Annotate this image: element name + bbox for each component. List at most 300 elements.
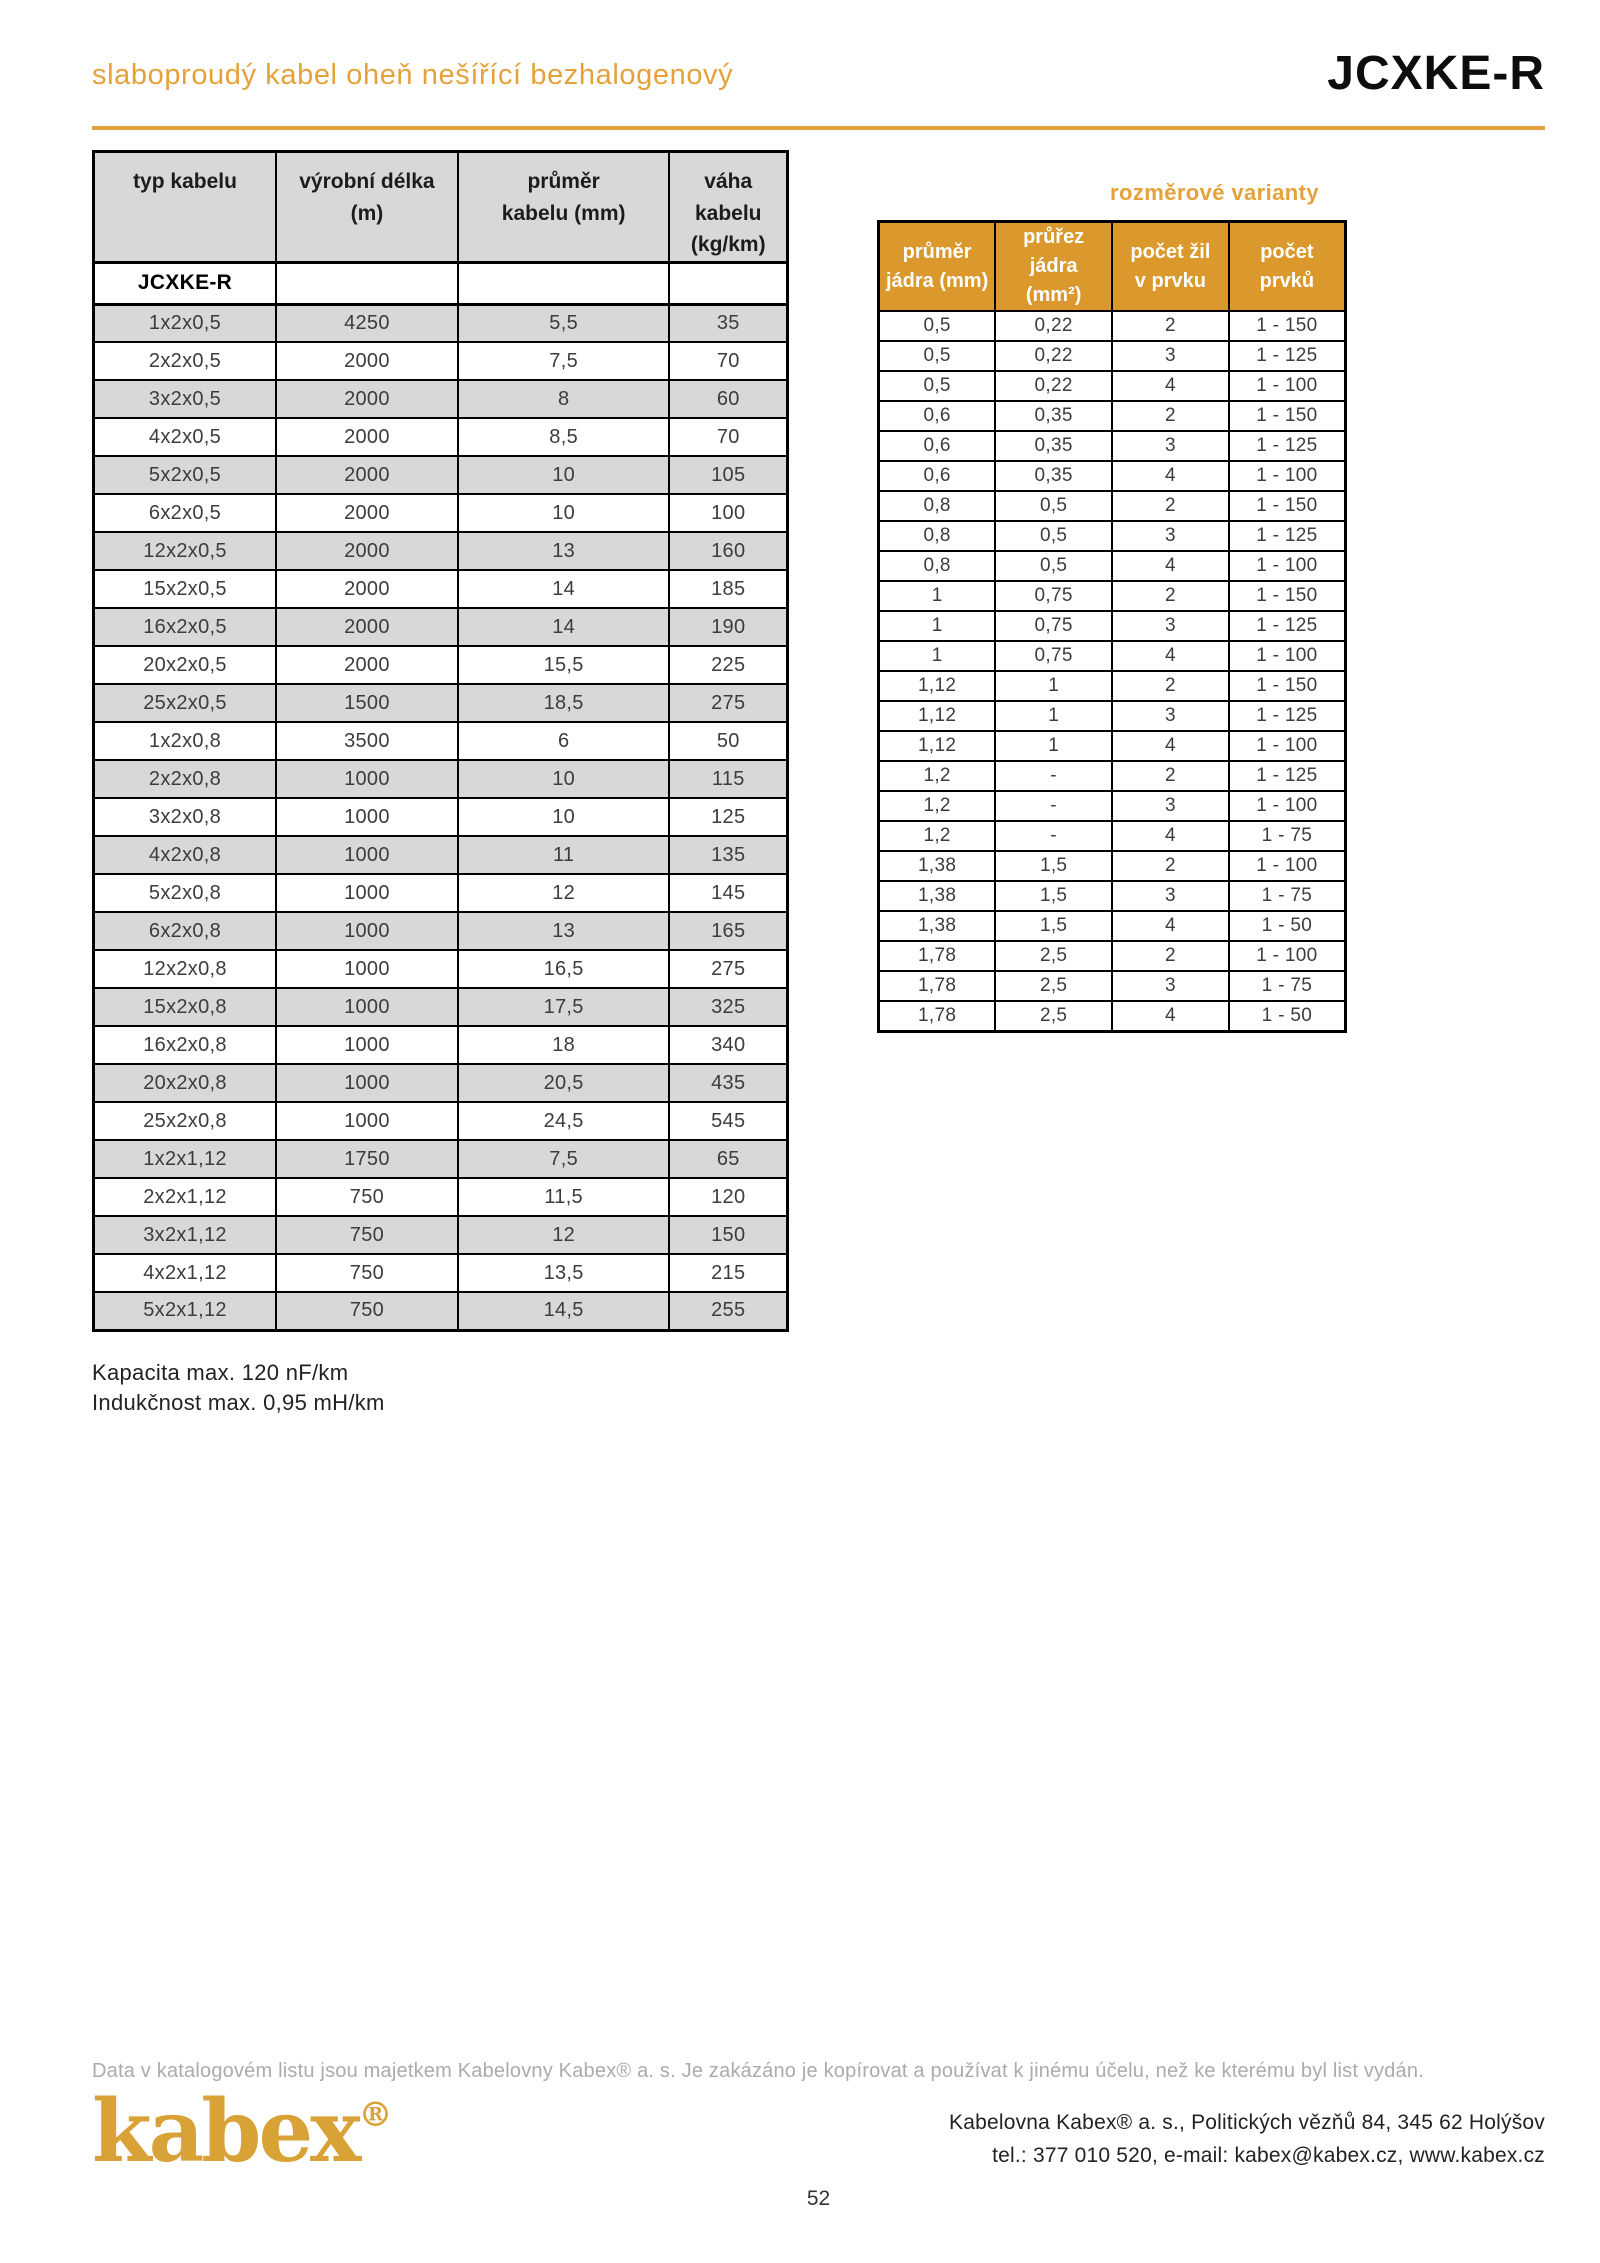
cell: 1 - 125 (1229, 701, 1346, 731)
cell: 0,35 (995, 401, 1112, 431)
cell: 120 (669, 1178, 787, 1216)
variants-table (877, 220, 1347, 1033)
table-row (94, 532, 788, 570)
cell: 1 (879, 641, 996, 671)
cell: 340 (669, 1026, 787, 1064)
cell: 115 (669, 760, 787, 798)
cell: 10 (458, 760, 670, 798)
cell: 1 (995, 701, 1112, 731)
logo-text: kabex (92, 2081, 359, 2183)
cell: 1 - 100 (1229, 791, 1346, 821)
table-row (94, 646, 788, 684)
subheader-empty-cell (669, 262, 787, 304)
cell: 1 - 125 (1229, 521, 1346, 551)
column-header-vyrobni-delka (276, 152, 458, 263)
cell: 1,12 (879, 731, 996, 761)
cell: 5x2x0,5 (94, 456, 277, 494)
table-row (879, 611, 1346, 641)
footer-disclaimer: Data v katalogovém listu jsou majetkem Kabelovny Kabex® a. s. Je zakázáno je kopírovat a používat k jinému účelu, než ke kterému byl list vydán. (92, 2059, 1424, 2082)
cell: 1 - 50 (1229, 911, 1346, 941)
cell: 13 (458, 912, 670, 950)
cell: 8 (458, 380, 670, 418)
cell: 1 (995, 671, 1112, 701)
table-row (94, 1178, 788, 1216)
column-header-row (94, 152, 788, 263)
cell: 1 - 125 (1229, 431, 1346, 461)
cell: 1 - 75 (1229, 971, 1346, 1001)
cable-spec-table (92, 150, 789, 1332)
cell: 275 (669, 950, 787, 988)
column-header-prumer-kabelu (458, 152, 670, 263)
table-row (879, 551, 1346, 581)
table-row (879, 671, 1346, 701)
cell: 2 (1112, 311, 1229, 341)
cell: 1x2x0,5 (94, 304, 277, 342)
cell: 1,5 (995, 881, 1112, 911)
cell: 20x2x0,8 (94, 1064, 277, 1102)
cell: 2 (1112, 851, 1229, 881)
cell: 70 (669, 418, 787, 456)
cell: 2 (1112, 941, 1229, 971)
cell: 2,5 (995, 1001, 1112, 1031)
cell: 15x2x0,5 (94, 570, 277, 608)
content-area (92, 150, 1545, 1419)
cell: 2x2x0,5 (94, 342, 277, 380)
cell: 100 (669, 494, 787, 532)
cell: 0,5 (995, 551, 1112, 581)
notes (92, 1358, 789, 1420)
cell: 2000 (276, 570, 458, 608)
cell: 0,35 (995, 431, 1112, 461)
column-header-prumer-jadra (879, 222, 996, 312)
cell: 1750 (276, 1140, 458, 1178)
address-line-1: Kabelovna Kabex® a. s., Politických vězňů 84, 345 62 Holýšov (949, 2111, 1545, 2135)
cell: 1 (879, 611, 996, 641)
column-header-line: počet žil (1130, 240, 1211, 263)
cell: 2000 (276, 456, 458, 494)
cell: 4 (1112, 371, 1229, 401)
table-row (879, 701, 1346, 731)
cell: 1 - 150 (1229, 581, 1346, 611)
cell: 105 (669, 456, 787, 494)
cell: 0,75 (995, 641, 1112, 671)
column-header-prurez-jadra (995, 222, 1112, 312)
cell: 1,38 (879, 881, 996, 911)
cell: 1 - 150 (1229, 671, 1346, 701)
table-row (94, 1292, 788, 1330)
table-row (879, 821, 1346, 851)
cell: 14 (458, 608, 670, 646)
cable-spec-section (92, 150, 789, 1419)
table-row (94, 836, 788, 874)
column-header-line: typ kabelu (133, 170, 237, 193)
product-name: JCXKE-R (1327, 47, 1545, 100)
cell: 215 (669, 1254, 787, 1292)
cell: 4 (1112, 551, 1229, 581)
cell: 1x2x0,8 (94, 722, 277, 760)
cell: 1 - 100 (1229, 371, 1346, 401)
table-row (879, 491, 1346, 521)
table-row (879, 941, 1346, 971)
cell: 11,5 (458, 1178, 670, 1216)
cell: - (995, 791, 1112, 821)
subheader-empty-cell (458, 262, 670, 304)
cell: 2 (1112, 671, 1229, 701)
registered-trademark-icon: ® (358, 2094, 393, 2135)
cell: 1000 (276, 760, 458, 798)
cell: 50 (669, 722, 787, 760)
column-header-line: váha kabelu (694, 170, 762, 225)
cell: 1000 (276, 1102, 458, 1140)
cell: 3 (1112, 611, 1229, 641)
cell: 4x2x0,8 (94, 836, 277, 874)
cell: 1,2 (879, 761, 996, 791)
table-row (879, 341, 1346, 371)
table-row (879, 581, 1346, 611)
cable-table-body (94, 304, 788, 1330)
table-row (94, 950, 788, 988)
cell: 3x2x0,5 (94, 380, 277, 418)
variants-table-body (879, 311, 1346, 1031)
column-header-line: kabelu (mm) (501, 201, 626, 225)
cell: 165 (669, 912, 787, 950)
cell: 25x2x0,8 (94, 1102, 277, 1140)
cell: 750 (276, 1292, 458, 1330)
cell: 1,38 (879, 851, 996, 881)
cell: 145 (669, 874, 787, 912)
column-header-typ-kabelu (94, 152, 277, 263)
cell: 3 (1112, 971, 1229, 1001)
column-header-pocet-prvku (1229, 222, 1346, 312)
cell: 1 - 100 (1229, 641, 1346, 671)
table-row (94, 1140, 788, 1178)
cell: 135 (669, 836, 787, 874)
cell: 1 - 125 (1229, 341, 1346, 371)
cell: 14 (458, 570, 670, 608)
cell: 1000 (276, 798, 458, 836)
cell: 0,8 (879, 491, 996, 521)
table-row (94, 912, 788, 950)
cell: 1000 (276, 836, 458, 874)
cell: 70 (669, 342, 787, 380)
cell: 16x2x0,5 (94, 608, 277, 646)
cell: 6x2x0,8 (94, 912, 277, 950)
cell: 65 (669, 1140, 787, 1178)
cell: 1 - 75 (1229, 821, 1346, 851)
subheader-empty-cell (276, 262, 458, 304)
cell: 10 (458, 798, 670, 836)
cell: 2 (1112, 761, 1229, 791)
cell: 1000 (276, 950, 458, 988)
cell: 435 (669, 1064, 787, 1102)
table-row (94, 494, 788, 532)
cell: 185 (669, 570, 787, 608)
page-title: slaboproudý kabel oheň nešířící bezhalogenový (92, 59, 734, 91)
table-row (94, 1064, 788, 1102)
cell: 1 - 150 (1229, 491, 1346, 521)
table-row (879, 461, 1346, 491)
cell: 1000 (276, 874, 458, 912)
cell: 12x2x0,5 (94, 532, 277, 570)
cell: 1 - 150 (1229, 311, 1346, 341)
table-row (94, 874, 788, 912)
cell: 18 (458, 1026, 670, 1064)
cell: 1 - 50 (1229, 1001, 1346, 1031)
table-row (879, 761, 1346, 791)
table-row (94, 722, 788, 760)
cell: 1 (995, 731, 1112, 761)
cell: 1,2 (879, 821, 996, 851)
cell: 14,5 (458, 1292, 670, 1330)
column-header-line: (m) (350, 201, 384, 225)
cell: 1000 (276, 1064, 458, 1102)
cell: 1 - 100 (1229, 461, 1346, 491)
cell: 1,38 (879, 911, 996, 941)
table-row (879, 311, 1346, 341)
cell: 750 (276, 1254, 458, 1292)
cell: 325 (669, 988, 787, 1026)
cell: 1 - 100 (1229, 551, 1346, 581)
table-row (94, 608, 788, 646)
cell: 60 (669, 380, 787, 418)
table-row (879, 881, 1346, 911)
cell: 750 (276, 1216, 458, 1254)
cell: 3 (1112, 791, 1229, 821)
cell: 2 (1112, 491, 1229, 521)
cell: 11 (458, 836, 670, 874)
table-row (94, 1102, 788, 1140)
subheader-cell: JCXKE-R (94, 262, 277, 304)
subheader-row (94, 262, 788, 304)
cell: 0,5 (995, 521, 1112, 551)
cell: 25x2x0,5 (94, 684, 277, 722)
cell: 1 - 100 (1229, 731, 1346, 761)
cell: 4 (1112, 641, 1229, 671)
column-header-line: (mm²) (1025, 284, 1082, 306)
cell: 2 (1112, 581, 1229, 611)
cell: 1 - 100 (1229, 851, 1346, 881)
cell: 10 (458, 494, 670, 532)
cell: 16x2x0,8 (94, 1026, 277, 1064)
cell: 20,5 (458, 1064, 670, 1102)
cell: 0,8 (879, 551, 996, 581)
table-row (879, 851, 1346, 881)
table-row (94, 988, 788, 1026)
cell: 0,5 (879, 311, 996, 341)
page-number: 52 (806, 2187, 831, 2210)
cell: 225 (669, 646, 787, 684)
cell: 2 (1112, 401, 1229, 431)
cell: 1 - 125 (1229, 611, 1346, 641)
table-row (879, 971, 1346, 1001)
cell: 5x2x0,8 (94, 874, 277, 912)
variants-caption: rozměrové varianty (1110, 180, 1319, 205)
cell: 1,12 (879, 701, 996, 731)
cell: 0,22 (995, 371, 1112, 401)
cell: 3 (1112, 701, 1229, 731)
cell: 12 (458, 1216, 670, 1254)
cell: 3 (1112, 341, 1229, 371)
cell: 7,5 (458, 342, 670, 380)
cell: 18,5 (458, 684, 670, 722)
cell: 16,5 (458, 950, 670, 988)
cell: 3 (1112, 521, 1229, 551)
cell: 1 - 100 (1229, 941, 1346, 971)
cell: 0,5 (995, 491, 1112, 521)
column-header-vaha-kabelu (669, 152, 787, 263)
table-row (94, 418, 788, 456)
cell: 1,5 (995, 911, 1112, 941)
column-header-line: (kg/km) (690, 233, 766, 256)
note-inductance: Indukčnost max. 0,95 mH/km (92, 1390, 385, 1416)
cell: 3x2x1,12 (94, 1216, 277, 1254)
cell: 1,78 (879, 1001, 996, 1031)
cell: 1500 (276, 684, 458, 722)
table-row (879, 911, 1346, 941)
cell: 275 (669, 684, 787, 722)
page-header (92, 47, 1545, 100)
cell: 6 (458, 722, 670, 760)
cell: 1 - 75 (1229, 881, 1346, 911)
column-header-line: výrobní délka (299, 170, 435, 193)
cell: - (995, 821, 1112, 851)
table-row (94, 760, 788, 798)
table-row (94, 342, 788, 380)
cell: 4x2x1,12 (94, 1254, 277, 1292)
cell: 2000 (276, 494, 458, 532)
column-header-row (879, 222, 1346, 312)
cell: 3 (1112, 431, 1229, 461)
cell: 15x2x0,8 (94, 988, 277, 1026)
cell: 24,5 (458, 1102, 670, 1140)
cell: 1,78 (879, 941, 996, 971)
cell: 4 (1112, 821, 1229, 851)
cell: 0,35 (995, 461, 1112, 491)
cell: 6x2x0,5 (94, 494, 277, 532)
cell: 3500 (276, 722, 458, 760)
cell: 255 (669, 1292, 787, 1330)
cell: 2000 (276, 342, 458, 380)
company-address (949, 2107, 1545, 2172)
cell: 0,6 (879, 401, 996, 431)
address-line-2: tel.: 377 010 520, e-mail: kabex@kabex.cz, www.kabex.cz (992, 2143, 1545, 2167)
cell: 0,5 (879, 371, 996, 401)
table-row (94, 304, 788, 342)
cell: 0,6 (879, 431, 996, 461)
table-row (94, 1026, 788, 1064)
cell: 2000 (276, 418, 458, 456)
cell: 0,75 (995, 611, 1112, 641)
cell: 7,5 (458, 1140, 670, 1178)
header-rule (92, 126, 1545, 130)
cell: 4 (1112, 911, 1229, 941)
column-header-line: v prvku (1134, 269, 1206, 292)
cell: 545 (669, 1102, 787, 1140)
cell: 8,5 (458, 418, 670, 456)
cell: 2000 (276, 380, 458, 418)
table-row (94, 684, 788, 722)
column-header-line: průměr (902, 240, 972, 263)
cell: 12x2x0,8 (94, 950, 277, 988)
cell: 1,5 (995, 851, 1112, 881)
table-row (879, 431, 1346, 461)
cell: 5,5 (458, 304, 670, 342)
cell: 190 (669, 608, 787, 646)
cell: 20x2x0,5 (94, 646, 277, 684)
cell: 0,5 (879, 341, 996, 371)
kabex-logo (92, 2081, 393, 2183)
cell: 1,2 (879, 791, 996, 821)
table-row (879, 401, 1346, 431)
cell: 2000 (276, 646, 458, 684)
cell: 2x2x1,12 (94, 1178, 277, 1216)
table-row (879, 371, 1346, 401)
cell: 3 (1112, 881, 1229, 911)
cell: 0,6 (879, 461, 996, 491)
cell: 1000 (276, 1026, 458, 1064)
table-row (94, 1216, 788, 1254)
cell: 1000 (276, 912, 458, 950)
cell: 17,5 (458, 988, 670, 1026)
cell: 15,5 (458, 646, 670, 684)
cell: 1,78 (879, 971, 996, 1001)
cell: 2x2x0,8 (94, 760, 277, 798)
table-row (94, 570, 788, 608)
cell: 2000 (276, 608, 458, 646)
cell: 2000 (276, 532, 458, 570)
column-header-pocet-zil (1112, 222, 1229, 312)
table-row (879, 521, 1346, 551)
table-row (94, 798, 788, 836)
cell: 2,5 (995, 941, 1112, 971)
cell: 1000 (276, 988, 458, 1026)
cell: 1,12 (879, 671, 996, 701)
cell: 160 (669, 532, 787, 570)
cell: 750 (276, 1178, 458, 1216)
cell: 150 (669, 1216, 787, 1254)
table-row (879, 1001, 1346, 1031)
footer-main-row (92, 2081, 1545, 2183)
variants-section (877, 180, 1347, 1033)
cell: 35 (669, 304, 787, 342)
cell: 4 (1112, 731, 1229, 761)
cell: 13 (458, 532, 670, 570)
page-footer (92, 2057, 1545, 2211)
table-row (94, 456, 788, 494)
cell: 0,75 (995, 581, 1112, 611)
cell: 0,22 (995, 341, 1112, 371)
column-header-line: jádra (mm) (886, 269, 989, 292)
table-row (94, 380, 788, 418)
cell: 1 (879, 581, 996, 611)
cell: 0,8 (879, 521, 996, 551)
table-row (879, 731, 1346, 761)
cell: 125 (669, 798, 787, 836)
column-header-line: průřez jádra (1023, 226, 1085, 277)
column-header-line: počet prvků (1259, 240, 1315, 292)
cell: 4 (1112, 461, 1229, 491)
note-capacity: Kapacita max. 120 nF/km (92, 1359, 349, 1385)
table-row (879, 791, 1346, 821)
column-header-line: průměr (527, 170, 600, 193)
cell: 3x2x0,8 (94, 798, 277, 836)
cell: 1 - 125 (1229, 761, 1346, 791)
cell: 4250 (276, 304, 458, 342)
cell: 1x2x1,12 (94, 1140, 277, 1178)
cell: 1 - 150 (1229, 401, 1346, 431)
cell: 13,5 (458, 1254, 670, 1292)
cell: 4 (1112, 1001, 1229, 1031)
